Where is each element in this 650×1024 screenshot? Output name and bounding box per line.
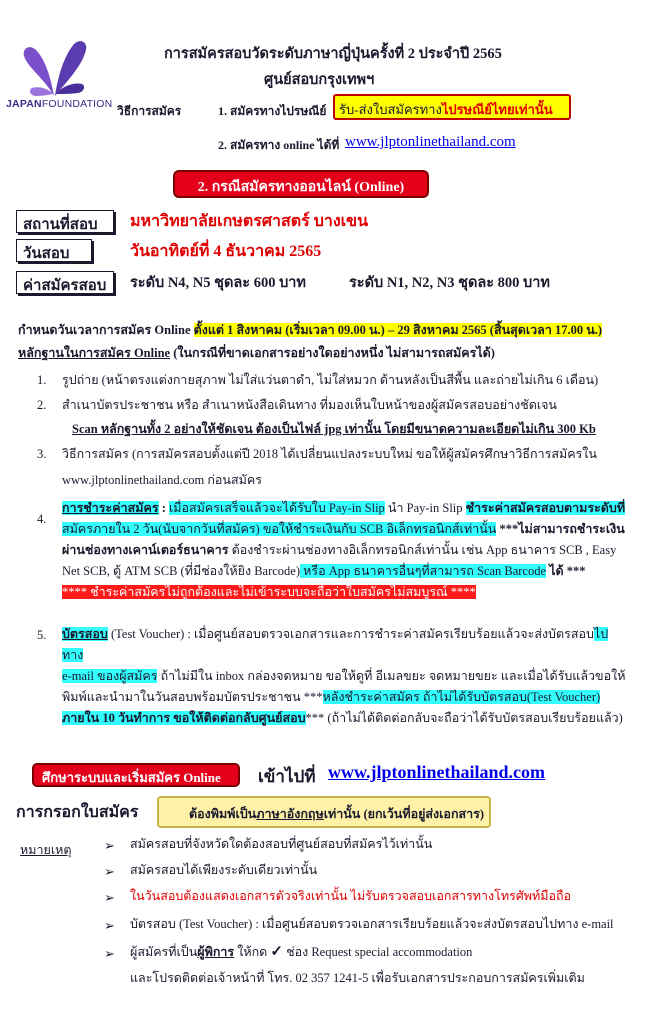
note-4: บัตรสอบ (Test Voucher) : เมื่อศูนย์สอบตรวจเอกสารเรียบร้อยแล้วจะส่งบัตรสอบไปทาง e-mail	[130, 917, 614, 931]
voucher-text-e: พิมพ์และนำมาในวันสอบพร้อมบัตรประชาชน ***	[62, 690, 323, 704]
period-label: กำหนดวันเวลาการสมัคร Online	[18, 323, 191, 337]
item-2-scan-note: Scan หลักฐานทั้ง 2 อย่างให้ชัดเจน ต้องเป็นไฟล์ jpg เท่านั้น โดยมีขนาดความละเอียดไม่เกิน 300 Kb	[72, 422, 596, 436]
voucher-text-f: หลังชำระค่าสมัคร ถ้าไม่ได้รับบัตรสอบ(Test Voucher)	[322, 690, 601, 704]
payment-text-d: สมัครภายใน 2 วัน(นับจากวันที่สมัคร)	[62, 522, 260, 536]
item-1-text: รูปถ่าย (หน้าตรงแต่งกายสุภาพ ไม่ใส่แว่นตาดำ, ไม่ใส่หมวก ด้านหลังเป็นสีพื้น และถ่ายไม่เกิน 6 เดือน)	[62, 373, 599, 387]
voucher-text-h: *** (ถ้าไม่ได้ติดต่อกลับจะถือว่าได้รับบัตรสอบเรียบร้อยแล้ว)	[305, 711, 623, 725]
required-documents-heading	[18, 343, 495, 363]
voucher-text-g: ภายใน 10 วันทำการ ขอให้ติดต่อกลับศูนย์สอบ	[62, 711, 306, 725]
note-2: สมัครสอบได้เพียงระดับเดียวเท่านั้น	[130, 863, 318, 877]
item-1-number: 1.	[37, 373, 47, 387]
study-register-button[interactable]: ศึกษาระบบและเริ่มสมัคร Online	[32, 763, 240, 787]
item-4-number: 4.	[37, 512, 47, 526]
voucher-text-c: e-mail ของผู้สมัคร	[62, 669, 158, 683]
postal-note-box	[333, 94, 571, 120]
fill-note-a: ต้องพิมพ์เป็น	[189, 807, 257, 821]
arrow-bullet-icon: ➢	[104, 890, 115, 905]
note-5	[130, 942, 472, 963]
arrow-bullet-icon: ➢	[104, 918, 115, 933]
application-period	[18, 320, 602, 340]
postal-note-b: ไปรษณีย์ไทยเท่านั้น	[441, 102, 553, 117]
item-5-number: 5.	[37, 628, 47, 642]
payment-text-f: ***ไม่สามารถชำระเงิน	[496, 522, 625, 536]
fee-label: ค่าสมัครสอบ	[16, 271, 114, 294]
fill-note-b: ภาษาอังกฤษ	[256, 807, 324, 821]
online-section-banner: 2. กรณีสมัครทางออนไลน์ (Online)	[173, 170, 429, 198]
criteria-label: หลักฐานในการสมัคร Online	[18, 346, 171, 360]
fill-note-c: เท่านั้น (ยกเว้นที่อยู่ส่งเอกสาร)	[323, 807, 485, 821]
payment-text-h: ต้องชำระผ่านช่องทางอิเล็กทรอนิกส์เท่านั้น เช่น App ธนาคาร SCB , Easy	[228, 543, 617, 557]
logo-wordmark: JAPANFOUNDATION	[6, 98, 113, 110]
method-online: 2. สมัครทาง online ได้ที่	[218, 138, 340, 152]
item-3-number: 3.	[37, 447, 47, 461]
english-only-note	[157, 796, 491, 828]
payment-colon: :	[158, 501, 169, 515]
note-1: สมัครสอบที่จังหวัดใดต้องสอบที่ศูนย์สอบที่สมัครไว้เท่านั้น	[130, 837, 433, 851]
page-title: การสมัครสอบวัดระดับภาษาญี่ปุ่นครั้งที่ 2 ประจำปี 2565	[164, 46, 502, 62]
form-filling-heading: การกรอกใบสมัคร	[16, 804, 139, 821]
payment-text-c: ชำระค่าสมัครสอบตามระดับที่	[465, 501, 626, 515]
fee-n4-n5: ระดับ N4, N5 ชุดละ 600 บาท	[130, 275, 306, 291]
butterfly-logo-icon	[14, 38, 94, 100]
arrow-bullet-icon: ➢	[104, 838, 115, 853]
voucher-text-d: ถ้าไม่มีใน inbox กล่องจดหมาย ขอให้ดูที่ อีเมลขยะ จดหมายขยะ และเมื่อได้รับแล้วขอให้	[157, 669, 626, 683]
arrow-bullet-icon: ➢	[104, 864, 115, 879]
date-label: วันสอบ	[16, 239, 92, 262]
item-2-text: สำเนาบัตรประชาชน หรือ สำเนาหนังสือเดินทาง ที่มองเห็นใบหน้าของผู้สมัครสอบอย่างชัดเจน	[62, 398, 557, 412]
payment-text-k: ได้ ***	[546, 564, 586, 578]
venue-label: สถานที่สอบ	[16, 210, 114, 233]
payment-heading: การชำระค่าสมัคร	[62, 501, 159, 515]
payment-warning: **** ชำระค่าสมัครไม่ถูกต้องและไม่เข้าระบบจะถือว่าใบสมัครไม่สมบูรณ์ ****	[62, 585, 476, 599]
item-3-text: วิธีการสมัคร (การสมัครสอบตั้งแต่ปี 2018 ได้เปลี่ยนแปลงระบบใหม่ ขอให้ผู้สมัครศึกษาวิธีการสมัครใน	[62, 447, 597, 461]
period-range: ตั้งแต่ 1 สิงหาคม (เริ่มเวลา 09.00 น.) – 29 สิงหาคม 2565 (สิ้นสุดเวลา 17.00 น.)	[193, 323, 603, 337]
payment-text-g: ผ่านช่องทางเคาน์เตอร์ธนาคาร	[62, 543, 229, 557]
voucher-heading: บัตรสอบ	[62, 627, 108, 641]
checkmark-icon: ✓	[270, 944, 283, 960]
exam-center: ศูนย์สอบกรุงเทพฯ	[264, 72, 375, 88]
note-5-a: ผู้สมัครที่เป็น	[130, 945, 198, 959]
postal-note-a: รับ-ส่งใบสมัครทาง	[339, 102, 442, 117]
date-value: วันอาทิตย์ที่ 4 ธันวาคม 2565	[130, 243, 322, 260]
payment-text-b: นำ Pay-in Slip	[384, 501, 466, 515]
method-label: วิธีการสมัคร	[117, 104, 182, 118]
voucher-text-a: (Test Voucher) : เมื่อศูนย์สอบตรวจเอกสารและการชำระค่าสมัครเรียบร้อยแล้วจะส่งบัตรสอบ	[107, 627, 594, 641]
item-2-number: 2.	[37, 398, 47, 412]
note-5-disabled: ผู้พิการ	[197, 945, 235, 959]
payment-text-a: เมื่อสมัครเสร็จแล้วจะได้รับใบ Pay-in Slip	[168, 501, 385, 515]
criteria-desc: (ในกรณีที่ขาดเอกสารอย่างใดอย่างหนึ่ง ไม่สามารถสมัครได้)	[170, 346, 495, 360]
item-5-text	[62, 624, 628, 729]
payment-text-j: หรือ App ธนาคารอื่นๆที่สามารถ Scan Barcode	[300, 564, 547, 578]
notes-heading: หมายเหตุ	[20, 843, 72, 857]
online-url-link[interactable]: www.jlptonlinethailand.com	[345, 134, 516, 150]
method-postal: 1. สมัครทางไปรษณีย์	[218, 104, 327, 118]
note-3: ในวันสอบต้องแสดงเอกสารตัวจริงเท่านั้น ไม่รับตรวจสอบเอกสารทางโทรศัพท์มือถือ	[130, 889, 572, 903]
arrow-bullet-icon: ➢	[104, 946, 115, 961]
goto-url-link[interactable]: www.jlptonlinethailand.com	[328, 762, 546, 782]
note-6: และโปรดติดต่อเจ้าหน้าที่ โทร. 02 357 1241-5 เพื่อรับเอกสารประกอบการสมัครเพิ่มเติม	[130, 971, 585, 985]
venue-value: มหาวิทยาลัยเกษตรศาสตร์ บางเขน	[130, 213, 369, 230]
payment-text-e: ขอให้ชำระเงินกับ SCB อิเล็กทรอนิกส์เท่านั้น	[259, 522, 497, 536]
voucher-text-b: ไปทาง	[62, 627, 609, 662]
note-5-c: ให้กด	[234, 945, 271, 959]
item-3-url: www.jlptonlinethailand.com ก่อนสมัคร	[62, 473, 262, 487]
goto-label: เข้าไปที่	[258, 767, 316, 786]
item-4-text	[62, 498, 628, 603]
fee-n1-n3: ระดับ N1, N2, N3 ชุดละ 800 บาท	[349, 275, 550, 291]
note-5-d: ช่อง Request special accommodation	[283, 945, 473, 959]
payment-text-i: Net SCB, ตู้ ATM SCB (ที่มีช่องให้ยิง Barcode)	[62, 564, 301, 578]
